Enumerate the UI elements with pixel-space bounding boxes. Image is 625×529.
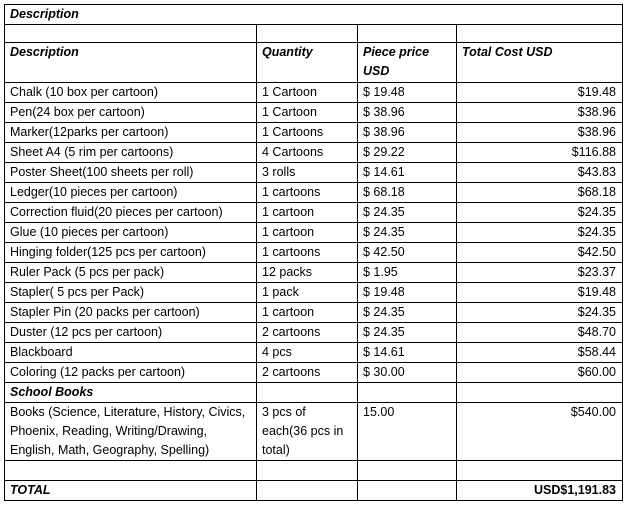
item-piece-price: $ 19.48: [358, 283, 457, 303]
item-piece-price: $ 42.50: [358, 243, 457, 263]
spacer-row: [5, 25, 623, 43]
table-row: [5, 243, 623, 263]
item-quantity: 2 cartoons: [257, 323, 358, 343]
title-row: [5, 5, 623, 25]
item-total-cost: $116.88: [457, 143, 623, 163]
empty-cell: [457, 461, 623, 481]
table-row: [5, 363, 623, 383]
item-quantity: 1 cartoon: [257, 223, 358, 243]
item-quantity: 12 packs: [257, 263, 358, 283]
table-row: [5, 183, 623, 203]
item-total-cost: $38.96: [457, 123, 623, 143]
item-description: Correction fluid(20 pieces per cartoon): [5, 203, 257, 223]
table-row: [5, 103, 623, 123]
item-total-cost: $19.48: [457, 283, 623, 303]
header-total-cost: Total Cost USD: [457, 43, 623, 83]
header-description: Description: [5, 43, 257, 83]
item-description: Coloring (12 packs per cartoon): [5, 363, 257, 383]
table-row: [5, 323, 623, 343]
item-total-cost: $42.50: [457, 243, 623, 263]
table-row: [5, 223, 623, 243]
item-quantity: 1 pack: [257, 283, 358, 303]
table-row: [5, 283, 623, 303]
empty-cell: [5, 461, 257, 481]
table-row: [5, 343, 623, 363]
item-description: Pen(24 box per cartoon): [5, 103, 257, 123]
item-quantity: 4 pcs: [257, 343, 358, 363]
table-row: [5, 163, 623, 183]
item-description: Ruler Pack (5 pcs per pack): [5, 263, 257, 283]
item-quantity: 1 cartoons: [257, 183, 358, 203]
cost-table: [4, 4, 623, 501]
item-description: Stapler Pin (20 packs per cartoon): [5, 303, 257, 323]
item-piece-price: $ 14.61: [358, 163, 457, 183]
item-total-cost: $43.83: [457, 163, 623, 183]
books-description: Books (Science, Literature, History, Civics, Phoenix, Reading, Writing/Drawing, English, Math, Geography, Spelling): [5, 403, 257, 461]
item-description: Marker(12parks per cartoon): [5, 123, 257, 143]
item-description: Ledger(10 pieces per cartoon): [5, 183, 257, 203]
item-total-cost: $68.18: [457, 183, 623, 203]
empty-cell: [358, 461, 457, 481]
section-row: [5, 383, 623, 403]
item-description: Chalk (10 box per cartoon): [5, 83, 257, 103]
item-total-cost: $48.70: [457, 323, 623, 343]
item-total-cost: $38.96: [457, 103, 623, 123]
table-row: [5, 83, 623, 103]
empty-cell: [257, 481, 358, 501]
table-title: Description: [5, 5, 623, 25]
item-quantity: 3 rolls: [257, 163, 358, 183]
header-row: [5, 43, 623, 83]
item-quantity: 1 cartoon: [257, 203, 358, 223]
item-quantity: 1 Cartoon: [257, 83, 358, 103]
item-total-cost: $58.44: [457, 343, 623, 363]
item-total-cost: $24.35: [457, 203, 623, 223]
item-description: Stapler( 5 pcs per Pack): [5, 283, 257, 303]
item-description: Hinging folder(125 pcs per cartoon): [5, 243, 257, 263]
item-description: Blackboard: [5, 343, 257, 363]
header-piece-price: Piece price USD: [358, 43, 457, 83]
item-piece-price: $ 68.18: [358, 183, 457, 203]
table-row: [5, 203, 623, 223]
books-total-cost: $540.00: [457, 403, 623, 461]
header-quantity: Quantity: [257, 43, 358, 83]
item-description: Poster Sheet(100 sheets per roll): [5, 163, 257, 183]
item-piece-price: $ 24.35: [358, 323, 457, 343]
item-description: Duster (12 pcs per cartoon): [5, 323, 257, 343]
table-row: [5, 263, 623, 283]
item-piece-price: $ 24.35: [358, 223, 457, 243]
item-piece-price: $ 29.22: [358, 143, 457, 163]
table-row: [5, 303, 623, 323]
item-total-cost: $24.35: [457, 303, 623, 323]
item-quantity: 1 Cartoons: [257, 123, 358, 143]
empty-cell: [358, 383, 457, 403]
table-row: [5, 143, 623, 163]
empty-cell: [257, 461, 358, 481]
table-row: [5, 123, 623, 143]
item-piece-price: $ 30.00: [358, 363, 457, 383]
empty-cell: [457, 383, 623, 403]
total-row: [5, 481, 623, 501]
books-piece-price: 15.00: [358, 403, 457, 461]
grand-total: USD$1,191.83: [457, 481, 623, 501]
books-row: [5, 403, 623, 461]
item-quantity: 1 Cartoon: [257, 103, 358, 123]
item-description: Glue (10 pieces per cartoon): [5, 223, 257, 243]
total-label: TOTAL: [5, 481, 257, 501]
item-quantity: 1 cartoon: [257, 303, 358, 323]
item-description: Sheet A4 (5 rim per cartoons): [5, 143, 257, 163]
item-piece-price: $ 38.96: [358, 123, 457, 143]
item-total-cost: $23.37: [457, 263, 623, 283]
item-piece-price: $ 19.48: [358, 83, 457, 103]
item-quantity: 2 cartoons: [257, 363, 358, 383]
empty-cell: [257, 383, 358, 403]
item-piece-price: $ 14.61: [358, 343, 457, 363]
item-piece-price: $ 38.96: [358, 103, 457, 123]
item-piece-price: $ 24.35: [358, 203, 457, 223]
item-quantity: 4 Cartoons: [257, 143, 358, 163]
item-total-cost: $60.00: [457, 363, 623, 383]
item-total-cost: $19.48: [457, 83, 623, 103]
spacer-row: [5, 461, 623, 481]
item-piece-price: $ 24.35: [358, 303, 457, 323]
item-total-cost: $24.35: [457, 223, 623, 243]
books-quantity: 3 pcs of each(36 pcs in total): [257, 403, 358, 461]
item-piece-price: $ 1.95: [358, 263, 457, 283]
empty-cell: [358, 481, 457, 501]
item-quantity: 1 cartoons: [257, 243, 358, 263]
section-label: School Books: [5, 383, 257, 403]
